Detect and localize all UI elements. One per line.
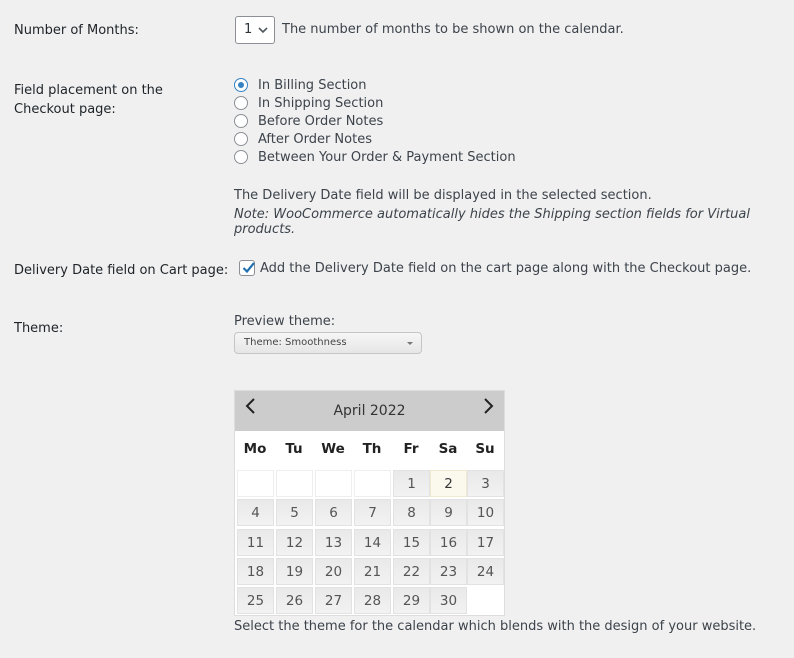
calendar-month-title: April 2022 — [333, 403, 406, 419]
calendar-empty-cell — [354, 470, 391, 497]
placement-option-label[interactable]: In Shipping Section — [258, 96, 384, 111]
calendar-day[interactable]: 6 — [315, 499, 352, 526]
calendar-day[interactable]: 20 — [315, 558, 352, 585]
calendar-day[interactable]: 5 — [276, 499, 313, 526]
placement-option-label[interactable]: Between Your Order & Payment Section — [258, 150, 516, 165]
calendar-day[interactable]: 11 — [237, 529, 274, 556]
calendar-empty-cell — [276, 470, 313, 497]
calendar-day[interactable]: 24 — [467, 558, 504, 585]
placement-radio[interactable] — [234, 150, 248, 164]
weekday-header: Tu — [285, 441, 303, 457]
calendar-day[interactable]: 13 — [315, 529, 352, 556]
placement-label-line2: Checkout page: — [14, 102, 116, 117]
theme-label: Theme: — [14, 321, 64, 336]
placement-radio[interactable] — [234, 114, 248, 128]
calendar-day[interactable]: 18 — [237, 558, 274, 585]
weekday-header: Sa — [438, 441, 458, 457]
weekday-header: We — [321, 441, 345, 457]
cart-checkbox-label[interactable]: Add the Delivery Date field on the cart page along with the Checkout page. — [260, 261, 752, 276]
chevron-down-icon — [258, 27, 268, 34]
placement-radio[interactable] — [234, 78, 248, 92]
calendar-preview — [234, 390, 505, 616]
months-select[interactable] — [235, 16, 275, 44]
calendar-empty-cell — [315, 470, 352, 497]
calendar-empty-cell — [237, 470, 274, 497]
placement-radio[interactable] — [234, 96, 248, 110]
calendar-day[interactable]: 23 — [430, 558, 467, 585]
placement-option-label[interactable]: Before Order Notes — [258, 114, 384, 129]
theme-caption: Select the theme for the calendar which blends with the design of your website. — [234, 619, 757, 634]
calendar-day[interactable]: 9 — [430, 499, 467, 526]
chevron-right-icon[interactable] — [476, 394, 500, 418]
calendar-day[interactable]: 17 — [467, 529, 504, 556]
calendar-day[interactable]: 21 — [354, 558, 391, 585]
calendar-day[interactable]: 1 — [393, 470, 430, 497]
calendar-day[interactable]: 29 — [393, 587, 430, 614]
calendar-day[interactable]: 28 — [354, 587, 391, 614]
calendar-day[interactable]: 14 — [354, 529, 391, 556]
placement-note: Note: WooCommerce automatically hides the Shipping section fields for Virtual products. — [234, 207, 750, 237]
months-label: Number of Months: — [14, 23, 139, 38]
cart-label: Delivery Date field on Cart page: — [14, 263, 229, 278]
weekday-header: Fr — [403, 441, 419, 457]
calendar-day[interactable]: 10 — [467, 499, 504, 526]
theme-select-value: Theme: Smoothness — [244, 337, 347, 348]
cart-checkbox[interactable] — [239, 260, 255, 276]
calendar-day[interactable]: 2 — [430, 470, 467, 497]
months-description: The number of months to be shown on the calendar. — [282, 22, 624, 37]
placement-description: The Delivery Date field will be displayed in the selected section. — [234, 188, 652, 203]
preview-theme-label: Preview theme: — [234, 314, 336, 329]
checkmark-icon — [240, 259, 258, 277]
calendar-empty-cell — [467, 587, 504, 614]
weekday-header: Mo — [243, 441, 267, 457]
calendar-day[interactable]: 27 — [315, 587, 352, 614]
calendar-header — [235, 391, 504, 431]
calendar-day[interactable]: 12 — [276, 529, 313, 556]
calendar-day[interactable]: 4 — [237, 499, 274, 526]
calendar-day[interactable]: 26 — [276, 587, 313, 614]
weekday-header: Su — [475, 441, 495, 457]
months-select-value: 1 — [244, 22, 253, 37]
calendar-day[interactable]: 16 — [430, 529, 467, 556]
theme-select[interactable] — [234, 332, 422, 354]
placement-option-label[interactable]: After Order Notes — [258, 132, 372, 147]
placement-option-label[interactable]: In Billing Section — [258, 78, 367, 93]
placement-radio[interactable] — [234, 132, 248, 146]
caret-down-icon — [407, 342, 413, 345]
calendar-day[interactable]: 19 — [276, 558, 313, 585]
weekday-header: Th — [362, 441, 382, 457]
calendar-day[interactable]: 22 — [393, 558, 430, 585]
placement-label-line1: Field placement on the — [14, 83, 163, 98]
calendar-day[interactable]: 8 — [393, 499, 430, 526]
calendar-day[interactable]: 15 — [393, 529, 430, 556]
calendar-day[interactable]: 30 — [430, 587, 467, 614]
calendar-day[interactable]: 25 — [237, 587, 274, 614]
calendar-day[interactable]: 7 — [354, 499, 391, 526]
calendar-day[interactable]: 3 — [467, 470, 504, 497]
